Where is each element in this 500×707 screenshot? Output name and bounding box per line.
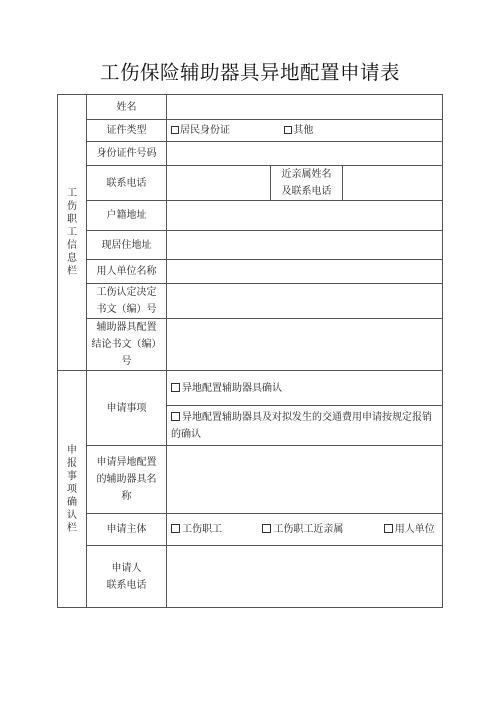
device-name-label: 申请异地配置 的辅助器具名 称: [87, 446, 167, 514]
apply-option-reimburse[interactable]: 异地配置辅助器具及对拟发生的交通费用申请按规定报销的确认: [167, 406, 443, 446]
applicant-phone-label: 申请人 联系电话: [87, 546, 167, 608]
row-id-type: [58, 120, 443, 142]
row-apply-item-1: [58, 371, 443, 406]
row-household: [58, 201, 443, 231]
row-employer: [58, 260, 443, 284]
row-phone: [58, 166, 443, 201]
apply-option-confirm[interactable]: 异地配置辅助器具确认: [167, 371, 443, 406]
id-type-option-other[interactable]: 其他: [284, 125, 313, 136]
residence-address-field[interactable]: [167, 231, 443, 260]
employer-name-field[interactable]: [167, 260, 443, 284]
employer-name-label: 用人单位名称: [87, 260, 167, 284]
subject-option-worker[interactable]: 工伤职工: [171, 524, 222, 535]
applicant-phone-field[interactable]: [167, 546, 443, 608]
subject-option-relative[interactable]: 工伤职工近亲属: [262, 524, 343, 535]
row-residence: [58, 231, 443, 260]
id-type-option-resident-card[interactable]: 居民身份证: [171, 125, 230, 136]
relative-field[interactable]: [343, 166, 443, 201]
row-device-doc: [58, 319, 443, 371]
checkbox-icon[interactable]: [171, 126, 179, 134]
form-title: 工伤保险辅助器具异地配置申请表: [99, 61, 400, 84]
injury-doc-field[interactable]: [167, 284, 443, 319]
application-form-table: [57, 94, 443, 608]
residence-address-label: 现居住地址: [87, 231, 167, 260]
checkbox-icon[interactable]: [171, 412, 180, 421]
row-subject: [58, 514, 443, 546]
id-number-label: 身份证件号码: [87, 142, 167, 166]
subject-options: [167, 514, 443, 546]
checkbox-icon[interactable]: [262, 524, 271, 533]
subject-label: 申请主体: [87, 514, 167, 546]
name-field[interactable]: [167, 95, 443, 120]
section-worker-info: [58, 95, 87, 371]
row-device-name: [58, 446, 443, 514]
checkbox-icon[interactable]: [171, 383, 180, 392]
row-id-number: [58, 142, 443, 166]
apply-item-label: 申请事项: [87, 371, 167, 446]
row-injury-doc: [58, 284, 443, 319]
row-name: [58, 95, 443, 120]
checkbox-icon[interactable]: [384, 524, 393, 533]
section-declare-label: 申报事项确认栏: [67, 444, 77, 534]
checkbox-icon[interactable]: [284, 126, 292, 134]
section-declare-confirm: [58, 371, 87, 608]
injury-doc-label: 工伤认定决定 书文（编）号: [87, 284, 167, 319]
id-type-options: [167, 120, 443, 142]
checkbox-icon[interactable]: [171, 524, 180, 533]
device-doc-label: 辅助器具配置 结论书文（编） 号: [87, 319, 167, 371]
row-applicant-phone: [58, 546, 443, 608]
phone-label: 联系电话: [87, 166, 167, 201]
id-type-label: 证件类型: [87, 120, 167, 142]
relative-label: 近亲属姓名 及联系电话: [271, 166, 343, 201]
name-label: 姓名: [87, 95, 167, 120]
section-worker-label: 工伤职工信息栏: [67, 188, 77, 277]
subject-option-employer[interactable]: 用人单位: [384, 524, 435, 535]
id-number-field[interactable]: [167, 142, 443, 166]
device-name-field[interactable]: [167, 446, 443, 514]
device-doc-field[interactable]: [167, 319, 443, 371]
household-address-field[interactable]: [167, 201, 443, 231]
phone-field[interactable]: [167, 166, 271, 201]
household-address-label: 户籍地址: [87, 201, 167, 231]
